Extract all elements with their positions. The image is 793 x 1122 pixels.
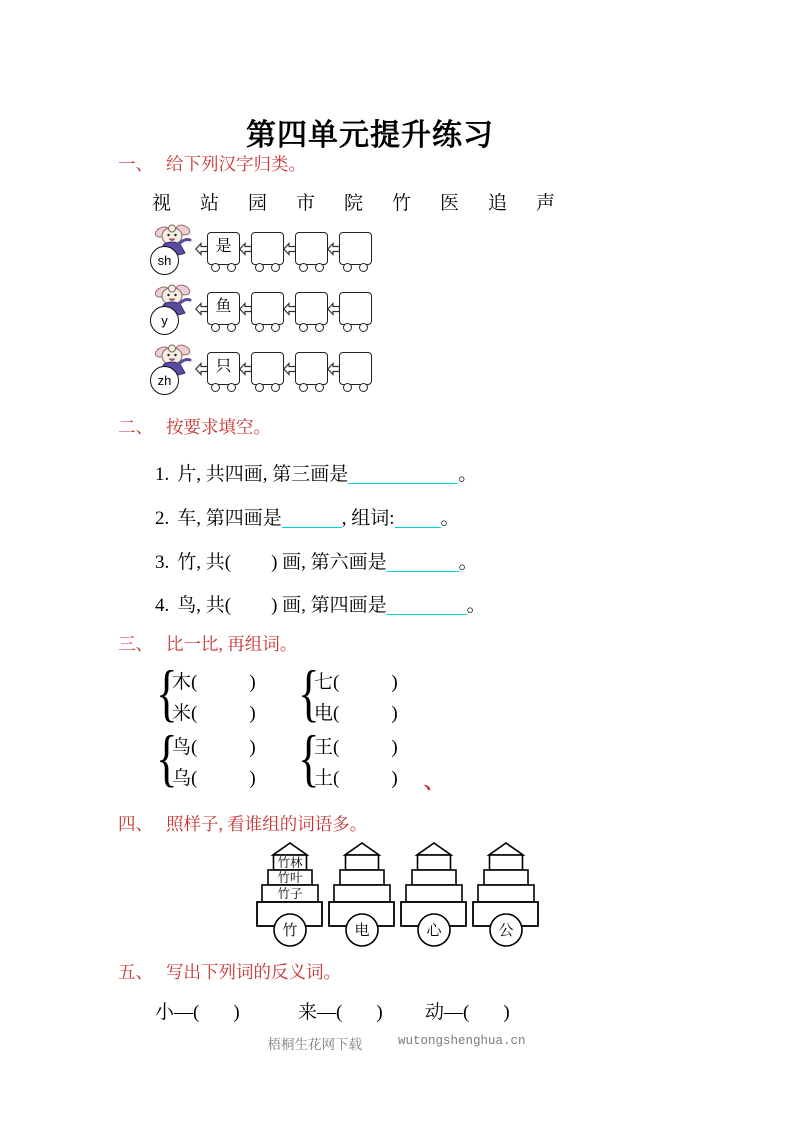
train-car [339,292,372,325]
character-item: 追 [488,193,508,214]
dash: — [444,1002,464,1023]
pagoda-base-char: 电 [354,923,370,939]
item-number: 1. [155,464,170,485]
wheel-icon [359,263,368,272]
wheel-icon [359,383,368,392]
item-text: 车, 第四画是 [177,508,282,529]
item-text: ) 画, 第四画是 [271,595,387,616]
wheel-icon [299,323,308,332]
pagoda-tier [406,885,462,902]
pinyin-circle [150,366,179,395]
item-text: 片, 共四画, 第三画是 [177,464,349,485]
compare-group-2 [298,657,438,729]
wheel-icon [299,383,308,392]
section4-title: 照样子, 看谁组的词语多。 [166,814,368,834]
antonym-word: 来 [298,1002,318,1023]
pagoda-tier [412,870,456,885]
compare-line [172,667,296,698]
paren: ) [376,1002,383,1023]
section5-title: 写出下列词的反义词。 [166,962,341,982]
compare-char: 乌 [172,768,192,789]
blank-line [395,526,441,528]
compare-line [314,667,438,698]
pagoda [328,842,396,948]
compare-line [172,763,296,794]
brace: { [298,722,320,793]
paren: ( [191,768,198,789]
character-item: 视 [152,193,172,214]
train-car [339,352,372,385]
paren: ) [391,768,398,789]
paren: ( [463,1002,470,1023]
train-car [295,232,328,265]
wheel-icon [255,263,264,272]
pinyin-circle [150,306,179,335]
section3-title: 比一比, 再组词。 [166,634,298,654]
item-text: 。 [458,464,478,485]
pagoda-tier [490,855,523,870]
item-number: 4. [155,595,170,616]
section4-heading [118,811,367,836]
pinyin-label: y [161,313,168,328]
wheel-icon [211,323,220,332]
section1-title: 给下列汉字归类。 [166,154,306,174]
paren: ) [391,703,398,724]
paren: ( [336,1002,343,1023]
pagoda-base-char: 竹 [282,923,298,939]
pagoda-tier-word: 竹林 [277,856,303,870]
train-cars [196,292,372,325]
wheel-icon [343,323,352,332]
fill-item-2 [155,503,460,530]
item-text: 。 [466,595,486,616]
pagoda-tier-word: 竹子 [277,887,303,901]
section1-heading [118,151,306,176]
train-car [207,292,240,325]
train-car [339,232,372,265]
wheel-icon [227,383,236,392]
section2-number: 二、 [118,417,153,437]
compare-char: 电 [314,703,334,724]
pagoda-roof [417,843,451,855]
section2-heading [118,414,271,439]
pinyin-circle [150,246,179,275]
footer-site-name: 梧桐生花网下载 [267,1037,362,1052]
brace: { [156,722,178,793]
section2-title: 按要求填空。 [166,417,271,437]
train-car-example: 是 [215,238,232,255]
pagoda-base-char: 公 [498,923,514,939]
page-footer [0,1033,793,1053]
train-car [207,232,240,265]
pagoda-tier [334,885,390,902]
wheel-icon [315,383,324,392]
item-text: ) 画, 第六画是 [271,552,387,573]
blank-line [282,526,342,528]
train-car [207,352,240,385]
pagoda-tier [478,885,534,902]
blank-line [387,613,467,615]
train-car [295,352,328,385]
compare-char: 木 [172,672,192,693]
section1-number: 一、 [118,154,153,174]
section4-number: 四、 [118,814,153,834]
wheel-icon [343,383,352,392]
pagoda [400,842,468,948]
blank-line [348,482,458,484]
brace: { [156,657,178,728]
character-item: 声 [536,193,556,214]
antonym-item [425,997,510,1024]
fill-item-1 [155,459,477,486]
paren: ( [333,672,340,693]
item-number: 3. [155,552,170,573]
fill-item-3 [155,547,478,574]
page-title: 第四单元提升练习 [246,119,494,153]
item-text: 。 [440,508,460,529]
train-car [251,352,284,385]
item-number: 2. [155,508,170,529]
train-row-y [150,286,420,344]
pagoda-roof [345,843,379,855]
pagoda [472,842,540,948]
pagoda-roof [489,843,523,855]
train-row-sh [150,226,420,284]
compare-char: 王 [314,737,334,758]
wheel-icon [227,323,236,332]
antonym-word: 动 [425,1002,445,1023]
pagoda-tier-word: 竹叶 [277,871,303,885]
wheel-icon [227,263,236,272]
wheel-icon [299,263,308,272]
section3-heading [118,631,297,656]
compare-char: 土 [314,768,334,789]
pagoda-example [256,842,324,948]
word-pagoda-row [256,842,540,948]
item-text: 。 [458,552,478,573]
item-text: 竹, 共( [177,552,232,573]
paren: ) [503,1002,510,1023]
paren: ) [391,672,398,693]
wheel-icon [271,263,280,272]
section5-number: 五、 [118,962,153,982]
antonym-word: 小 [155,1002,175,1023]
brace: { [298,657,320,728]
dash: — [174,1002,194,1023]
pinyin-label: zh [157,373,172,388]
wheel-icon [343,263,352,272]
compare-line [172,698,296,729]
fill-item-4 [155,590,486,617]
wheel-icon [211,383,220,392]
paren: ( [333,703,340,724]
pagoda-tier [484,870,528,885]
train-row-zh [150,346,420,404]
paren: ( [191,737,198,758]
character-item: 竹 [392,193,412,214]
paren: ( [333,768,340,789]
compare-char: 米 [172,703,192,724]
wheel-icon [271,383,280,392]
train-cars [196,232,372,265]
paren: ( [191,703,198,724]
character-item: 园 [248,193,268,214]
section3-number: 三、 [118,634,153,654]
paren: ) [233,1002,240,1023]
paren: ) [249,737,256,758]
dun-mark: 、 [424,771,444,793]
item-text: 鸟, 共( [177,595,232,616]
footer-site-url: wutongshenghua.cn [397,1034,526,1048]
compare-group-3 [156,722,296,794]
paren: ) [249,672,256,693]
wheel-icon [211,263,220,272]
wheel-icon [271,323,280,332]
train-car [251,232,284,265]
section5-heading [118,959,341,984]
item-text: , 组词: [341,508,395,529]
wheel-icon [315,263,324,272]
blank-line [387,570,459,572]
pagoda-tier [418,855,451,870]
character-list [152,188,584,215]
train-car-example: 只 [215,358,232,375]
antonym-item [298,997,383,1024]
paren: ) [391,737,398,758]
compare-line [172,732,296,763]
train-car-example: 鱼 [215,298,232,315]
compare-group-4 [298,722,438,794]
character-item: 站 [200,193,220,214]
wheel-icon [255,323,264,332]
wheel-icon [315,323,324,332]
paren: ( [191,672,198,693]
character-item: 医 [440,193,460,214]
antonym-item [155,997,240,1024]
paren: ( [193,1002,200,1023]
pagoda-base-char: 心 [426,923,442,939]
wheel-icon [255,383,264,392]
pagoda-tier [346,855,379,870]
dash: — [317,1002,337,1023]
compare-line [314,698,438,729]
compare-line [314,763,438,794]
pagoda-roof [273,843,307,855]
paren: ( [333,737,340,758]
pinyin-label: sh [157,253,172,268]
character-item: 市 [296,193,316,214]
compare-line [314,732,438,763]
paren: ) [249,703,256,724]
train-car [251,292,284,325]
wheel-icon [359,323,368,332]
train-cars [196,352,372,385]
pagoda-tier [340,870,384,885]
compare-char: 鸟 [172,737,192,758]
compare-group-1 [156,657,296,729]
train-car [295,292,328,325]
compare-char: 七 [314,672,334,693]
character-item: 院 [344,193,364,214]
paren: ) [249,768,256,789]
